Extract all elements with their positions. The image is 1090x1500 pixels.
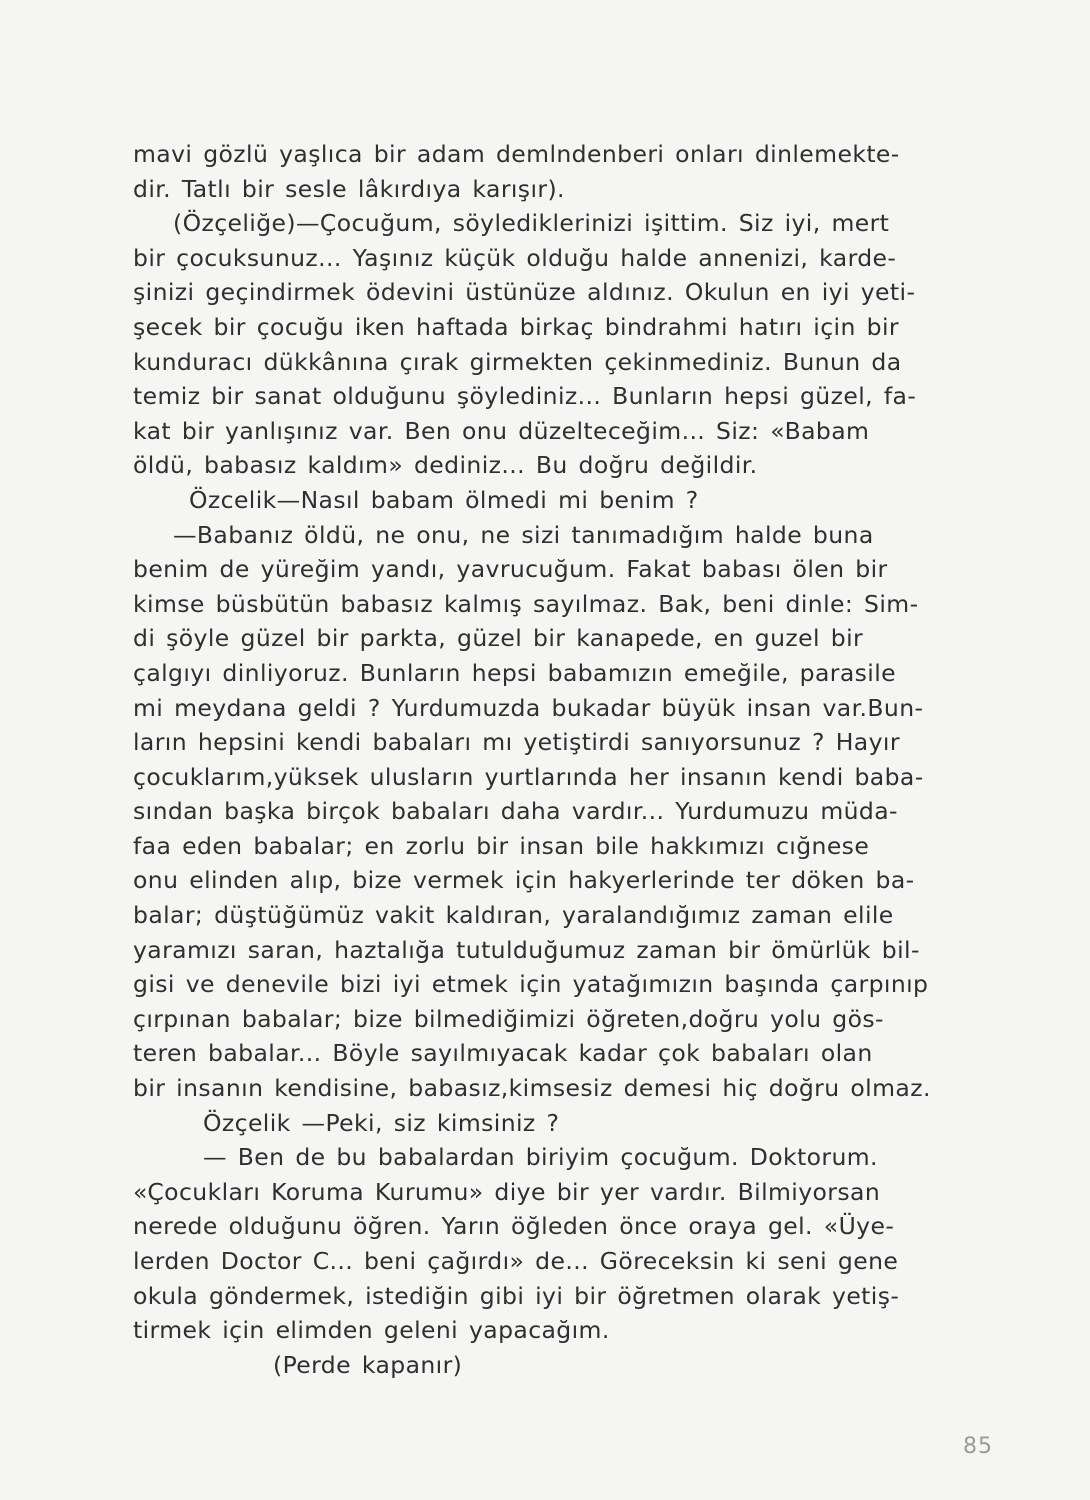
text-line: mavi gözlü yaşlıca bir adam demlndenberi onları dinlemekte- bbox=[133, 140, 900, 168]
text-line: Özçelik —Peki, siz kimsiniz ? bbox=[203, 1108, 560, 1137]
text-line: faa eden babalar; en zorlu bir insan bile hakkımızı cığnese bbox=[133, 831, 870, 860]
text-line: benim de yüreğim yandı, yavrucuğum. Fakat babası ölen bir bbox=[133, 555, 888, 584]
text-line: lerden Doctor C... beni çağırdı» de... Göreceksin ki seni gene bbox=[133, 1247, 899, 1275]
text-line: bir çocuksunuz... Yaşınız küçük olduğu halde annenizi, karde- bbox=[133, 243, 897, 272]
text-line: tirmek için elimden geleni yapacağım. bbox=[133, 1316, 610, 1345]
text-line: onu elinden alıp, bize vermek için hakyerlerinde ter döken ba- bbox=[133, 866, 915, 895]
text-line: gisi ve denevile bizi iyi etmek için yatağımızın başında çarpınıp bbox=[133, 970, 929, 999]
text-line: (Özçeliğe)—Çocuğum, söylediklerinizi işittim. Siz iyi, mert bbox=[173, 209, 890, 238]
text-line: di şöyle güzel bir parkta, güzel bir kanapede, en guzel bir bbox=[133, 624, 864, 653]
text-line: dir. Tatlı bir sesle lâkırdıya karışır). bbox=[133, 174, 565, 203]
text-line: öldü, babasız kaldım» dediniz... Bu doğru değildir. bbox=[133, 451, 758, 480]
page-number: 85 bbox=[963, 1434, 993, 1459]
text-line: yaramızı saran, haztalığa tutulduğumuz zaman bir ömürlük bil- bbox=[133, 935, 920, 964]
text-line: çırpınan babalar; bize bilmediğimizi öğreten,doğru yolu gös- bbox=[133, 1004, 884, 1033]
text-line: Özcelik—Nasıl babam ölmedi mi benim ? bbox=[189, 485, 699, 514]
text-line: —Babanız öldü, ne onu, ne sizi tanımadığım halde buna bbox=[173, 520, 874, 549]
body-text bbox=[133, 137, 993, 1382]
text-line: — Ben de bu babalardan biriyim çocuğum. Doktorum. bbox=[203, 1143, 878, 1172]
text-line: çocuklarım,yüksek ulusların yurtlarında her insanın kendi baba- bbox=[133, 762, 924, 791]
text-line: şecek bir çocuğu iken haftada birkaç bindrahmi hatırı için bir bbox=[133, 312, 899, 341]
text-line: çalgıyı dinliyoruz. Bunların hepsi babamızın emeğile, parasile bbox=[133, 658, 897, 687]
text-line: kunduracı dükkânına çırak girmekten çekinmediniz. Bunun da bbox=[133, 347, 902, 376]
text-line: temiz bir sanat olduğunu şöylediniz... Bunların hepsi güzel, fa- bbox=[133, 382, 917, 411]
text-line: kimse büsbütün babasız kalmış sayılmaz. Bak, beni dinle: Sim- bbox=[133, 589, 919, 618]
text-line: mi meydana geldi ? Yurdumuzda bukadar büyük insan var.Bun- bbox=[133, 693, 924, 722]
text-line: bir insanın kendisine, babasız,kimsesiz demesi hiç doğru olmaz. bbox=[133, 1074, 931, 1103]
text-line: okula göndermek, istediğin gibi iyi bir öğretmen olarak yetiş- bbox=[133, 1281, 900, 1310]
text-line: sından başka birçok babaları daha vardır... Yurdumuzu müda- bbox=[133, 797, 898, 826]
text-line: balar; düştüğümüz vakit kaldıran, yaralandığımız zaman elile bbox=[133, 901, 894, 930]
text-line: nerede olduğunu öğren. Yarın öğleden önce oraya gel. «Üye- bbox=[133, 1212, 895, 1241]
text-line: ların hepsini kendi babaları mı yetiştirdi sanıyorsunuz ? Hayır bbox=[133, 728, 900, 757]
text-line: «Çocukları Koruma Kurumu» diye bir yer vardır. Bilmiyorsan bbox=[133, 1177, 881, 1206]
text-line: teren babalar... Böyle sayılmıyacak kadar çok babaları olan bbox=[133, 1039, 873, 1068]
text-line: kat bir yanlışınız var. Ben onu düzelteceğim... Siz: «Babam bbox=[133, 416, 870, 445]
text-line: şinizi geçindirmek ödevini üstünüze aldınız. Okulun en iyi yeti- bbox=[133, 278, 916, 307]
stage-direction: (Perde kapanır) bbox=[273, 1350, 463, 1379]
